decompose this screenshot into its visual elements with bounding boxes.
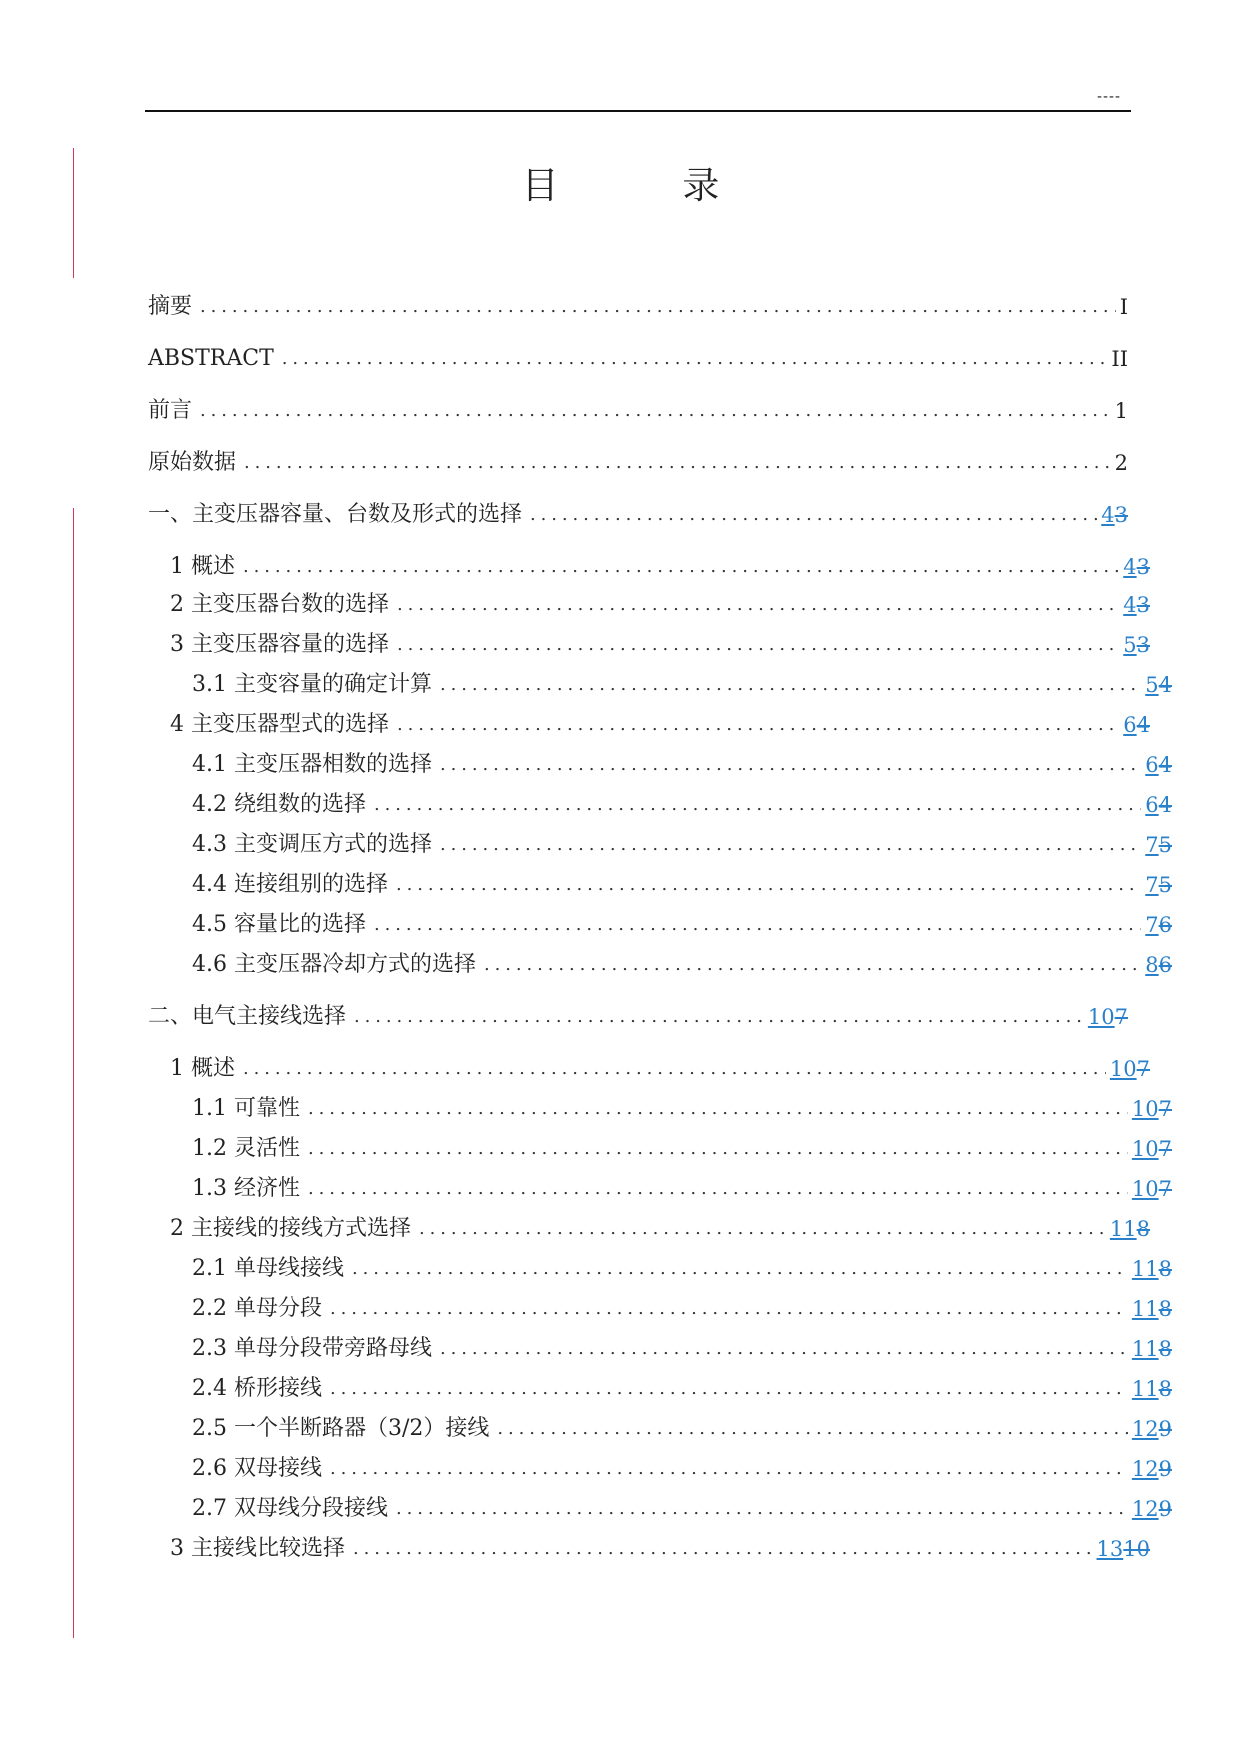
toc-page-number[interactable] bbox=[1128, 1414, 1172, 1444]
toc-entry-label: 4.3 主变调压方式的选择 bbox=[192, 832, 432, 857]
toc-leader-dots bbox=[530, 500, 1097, 530]
toc-page-deleted: 6 bbox=[1158, 953, 1172, 977]
toc-leader-dots bbox=[244, 448, 1111, 478]
toc-page-inserted[interactable]: 5 bbox=[1123, 633, 1137, 657]
toc-entry-label: ABSTRACT bbox=[148, 346, 274, 371]
toc-leader-dots bbox=[397, 630, 1119, 660]
toc-page-number[interactable] bbox=[1141, 830, 1172, 860]
toc-page-deleted: 9 bbox=[1158, 1457, 1172, 1481]
toc-entry[interactable] bbox=[148, 552, 1150, 582]
toc-entry-label: 摘要 bbox=[148, 294, 193, 319]
toc-page-deleted: 6 bbox=[1158, 913, 1172, 937]
toc-entry[interactable] bbox=[148, 590, 1150, 620]
toc-entry-label: 1 概述 bbox=[170, 554, 235, 579]
toc-page-number[interactable]: 1 bbox=[1114, 399, 1128, 423]
toc-entry-label: 2.7 双母线分段接线 bbox=[192, 1496, 388, 1521]
toc-page-deleted: 8 bbox=[1158, 1337, 1172, 1361]
toc-page-inserted[interactable]: 6 bbox=[1145, 753, 1159, 777]
toc-leader-dots bbox=[396, 1494, 1128, 1524]
toc-entry-label: 2.5 一个半断路器（3/2）接线 bbox=[192, 1416, 490, 1441]
toc-page-deleted: 8 bbox=[1158, 1297, 1172, 1321]
toc-leader-dots bbox=[374, 910, 1141, 940]
toc-page-number[interactable] bbox=[1084, 1002, 1128, 1032]
toc-leader-dots bbox=[330, 1454, 1128, 1484]
toc-page-number[interactable] bbox=[1106, 1054, 1150, 1084]
toc-page-inserted[interactable]: 12 bbox=[1131, 1417, 1159, 1441]
toc-page-deleted: 4 bbox=[1158, 793, 1172, 817]
toc-entry[interactable] bbox=[148, 1454, 1172, 1484]
toc-entry-label: 二、电气主接线选择 bbox=[148, 1004, 347, 1029]
toc-entry[interactable] bbox=[148, 1494, 1172, 1524]
toc-entry[interactable] bbox=[148, 1374, 1172, 1404]
toc-entry-label: 一、主变压器容量、台数及形式的选择 bbox=[148, 502, 523, 527]
toc-leader-dots bbox=[440, 750, 1141, 780]
toc-leader-dots bbox=[397, 710, 1119, 740]
toc-page-number[interactable] bbox=[1093, 1534, 1150, 1564]
toc-page-number[interactable] bbox=[1128, 1134, 1172, 1164]
toc-entry[interactable] bbox=[148, 344, 1128, 374]
toc-entry[interactable] bbox=[148, 1174, 1172, 1204]
toc-entry[interactable] bbox=[148, 830, 1172, 860]
toc-leader-dots bbox=[497, 1414, 1128, 1444]
toc-entry-label: 2.1 单母线接线 bbox=[192, 1256, 344, 1281]
toc-leader-dots bbox=[440, 1334, 1128, 1364]
toc-leader-dots bbox=[397, 590, 1119, 620]
toc-leader-dots bbox=[200, 396, 1111, 426]
toc-page-number[interactable] bbox=[1128, 1454, 1172, 1484]
toc-entry[interactable] bbox=[148, 396, 1128, 426]
toc-page-inserted[interactable]: 6 bbox=[1123, 713, 1137, 737]
toc-leader-dots bbox=[352, 1254, 1128, 1284]
toc-entry-label: 2.3 单母分段带旁路母线 bbox=[192, 1336, 432, 1361]
toc-page-inserted[interactable]: 11 bbox=[1131, 1297, 1159, 1321]
toc-page-number[interactable] bbox=[1141, 870, 1172, 900]
toc-entry-label: 2.6 双母接线 bbox=[192, 1456, 322, 1481]
toc-page-inserted[interactable]: 7 bbox=[1145, 833, 1159, 857]
toc-leader-dots bbox=[396, 870, 1141, 900]
toc-page-number[interactable]: II bbox=[1111, 347, 1128, 371]
toc-entry-label: 2 主接线的接线方式选择 bbox=[170, 1216, 411, 1241]
toc-entry[interactable] bbox=[148, 1414, 1172, 1444]
toc-page-inserted[interactable]: 10 bbox=[1131, 1097, 1159, 1121]
toc-page-inserted[interactable]: 12 bbox=[1131, 1497, 1159, 1521]
toc-entry-label: 1.3 经济性 bbox=[192, 1176, 300, 1201]
toc-entry[interactable] bbox=[148, 1294, 1172, 1324]
toc-page-inserted[interactable]: 7 bbox=[1145, 913, 1159, 937]
toc-page-number[interactable]: 2 bbox=[1114, 451, 1128, 475]
toc-page-inserted[interactable]: 5 bbox=[1145, 673, 1159, 697]
toc-page-number[interactable] bbox=[1128, 1494, 1172, 1524]
toc-page-deleted: 8 bbox=[1158, 1257, 1172, 1281]
toc-page-deleted: 7 bbox=[1158, 1137, 1172, 1161]
revision-bar-main bbox=[73, 508, 74, 1638]
toc-page-number[interactable] bbox=[1141, 790, 1172, 820]
toc-page-inserted[interactable]: 10 bbox=[1087, 1005, 1115, 1029]
toc-leader-dots bbox=[308, 1174, 1128, 1204]
header-mark: ---- bbox=[1097, 88, 1121, 105]
toc-entry[interactable] bbox=[148, 1214, 1150, 1244]
toc-entry-label: 4.6 主变压器冷却方式的选择 bbox=[192, 952, 476, 977]
toc-entry-label: 4.5 容量比的选择 bbox=[192, 912, 366, 937]
toc-entry[interactable] bbox=[148, 1334, 1172, 1364]
toc-page-deleted: 7 bbox=[1158, 1097, 1172, 1121]
toc-page-inserted[interactable]: 11 bbox=[1131, 1257, 1159, 1281]
toc-leader-dots bbox=[354, 1002, 1084, 1032]
toc-leader-dots bbox=[330, 1294, 1128, 1324]
toc-page-deleted: 4 bbox=[1136, 713, 1150, 737]
toc-page-inserted[interactable]: 11 bbox=[1131, 1377, 1159, 1401]
toc-entry[interactable] bbox=[148, 910, 1172, 940]
toc-leader-dots bbox=[353, 1534, 1093, 1564]
toc-page-number[interactable] bbox=[1128, 1254, 1172, 1284]
toc-entry[interactable] bbox=[148, 1094, 1172, 1124]
toc-leader-dots bbox=[330, 1374, 1128, 1404]
toc-page-inserted[interactable]: 11 bbox=[1131, 1337, 1159, 1361]
toc-entry-label: 3 主变压器容量的选择 bbox=[170, 632, 389, 657]
toc-page-inserted[interactable]: 8 bbox=[1145, 953, 1159, 977]
toc-page-number[interactable]: I bbox=[1119, 295, 1128, 319]
toc-leader-dots bbox=[282, 344, 1108, 374]
toc-page-inserted[interactable]: 6 bbox=[1145, 793, 1159, 817]
toc-page-number[interactable] bbox=[1128, 1294, 1172, 1324]
toc-page-inserted[interactable]: 10 bbox=[1131, 1177, 1159, 1201]
toc-page-deleted: 3 bbox=[1136, 593, 1150, 617]
page-title: 目 录 bbox=[521, 164, 776, 207]
header-rule bbox=[145, 110, 1131, 112]
toc-entry[interactable] bbox=[148, 710, 1150, 740]
toc-entry[interactable] bbox=[148, 630, 1150, 660]
toc-page-number[interactable] bbox=[1097, 500, 1128, 530]
toc-page-number[interactable] bbox=[1119, 630, 1150, 660]
toc-page-inserted[interactable]: 10 bbox=[1131, 1137, 1159, 1161]
toc-entry[interactable] bbox=[148, 500, 1128, 530]
toc-page-deleted: 3 bbox=[1114, 503, 1128, 527]
toc-entry[interactable] bbox=[148, 1002, 1128, 1032]
toc-leader-dots bbox=[308, 1094, 1128, 1124]
toc-entry[interactable] bbox=[148, 1054, 1150, 1084]
toc-page-deleted: 9 bbox=[1158, 1417, 1172, 1441]
toc-leader-dots bbox=[243, 1054, 1106, 1084]
toc-entry[interactable] bbox=[148, 292, 1128, 322]
toc-page-inserted[interactable]: 12 bbox=[1131, 1457, 1159, 1481]
toc-entry[interactable] bbox=[148, 750, 1172, 780]
toc-entry-label: 2.4 桥形接线 bbox=[192, 1376, 322, 1401]
toc-page-number[interactable] bbox=[1119, 710, 1150, 740]
toc-page-number[interactable] bbox=[1141, 910, 1172, 940]
toc-page-number[interactable] bbox=[1106, 1214, 1150, 1244]
toc-entry-label: 原始数据 bbox=[148, 450, 237, 475]
toc-leader-dots bbox=[484, 950, 1141, 980]
toc-page-inserted[interactable]: 11 bbox=[1109, 1217, 1137, 1241]
toc-page-number[interactable] bbox=[1128, 1094, 1172, 1124]
toc-page-number[interactable] bbox=[1141, 670, 1172, 700]
toc-page-deleted: 7 bbox=[1136, 1057, 1150, 1081]
toc-entry-label: 3 主接线比较选择 bbox=[170, 1536, 345, 1561]
toc-entry-label: 4 主变压器型式的选择 bbox=[170, 712, 389, 737]
toc-page-deleted: 8 bbox=[1136, 1217, 1150, 1241]
toc-entry[interactable] bbox=[148, 870, 1172, 900]
toc-entry-label: 2.2 单母分段 bbox=[192, 1296, 322, 1321]
toc-entry[interactable] bbox=[148, 1134, 1172, 1164]
toc-entry-label: 4.1 主变压器相数的选择 bbox=[192, 752, 432, 777]
toc-page-number[interactable] bbox=[1141, 750, 1172, 780]
toc-page-inserted[interactable]: 4 bbox=[1123, 593, 1137, 617]
toc-leader-dots bbox=[440, 670, 1141, 700]
toc-entry[interactable] bbox=[148, 950, 1172, 980]
toc-entry[interactable] bbox=[148, 670, 1172, 700]
toc-page-deleted: 5 bbox=[1158, 833, 1172, 857]
toc-entry-label: 1.2 灵活性 bbox=[192, 1136, 300, 1161]
toc-entry-label: 前言 bbox=[148, 398, 193, 423]
toc-entry[interactable] bbox=[148, 1534, 1150, 1564]
toc-page-deleted: 4 bbox=[1158, 753, 1172, 777]
toc-entry-label: 3.1 主变容量的确定计算 bbox=[192, 672, 432, 697]
toc-page-inserted[interactable]: 10 bbox=[1109, 1057, 1137, 1081]
toc-page-deleted: 4 bbox=[1158, 673, 1172, 697]
toc-page-inserted[interactable]: 7 bbox=[1145, 873, 1159, 897]
toc-entry-label: 1 概述 bbox=[170, 1056, 235, 1081]
toc-page-deleted: 10 bbox=[1123, 1537, 1150, 1561]
toc-leader-dots bbox=[243, 552, 1119, 582]
toc-leader-dots bbox=[440, 830, 1141, 860]
toc-page-number[interactable] bbox=[1119, 552, 1150, 582]
toc-page-deleted: 3 bbox=[1136, 555, 1150, 579]
toc-page-number[interactable] bbox=[1128, 1374, 1172, 1404]
toc-page-deleted: 7 bbox=[1158, 1177, 1172, 1201]
toc-page-number[interactable] bbox=[1128, 1174, 1172, 1204]
toc-entry[interactable] bbox=[148, 448, 1128, 478]
toc-page-deleted: 3 bbox=[1136, 633, 1150, 657]
toc-leader-dots bbox=[308, 1134, 1128, 1164]
toc-page-inserted[interactable]: 4 bbox=[1123, 555, 1137, 579]
toc-entry-label: 4.4 连接组别的选择 bbox=[192, 872, 388, 897]
toc-entry[interactable] bbox=[148, 790, 1172, 820]
toc-leader-dots bbox=[374, 790, 1141, 820]
toc-leader-dots bbox=[200, 292, 1116, 322]
toc-page-number[interactable] bbox=[1141, 950, 1172, 980]
toc-entry[interactable] bbox=[148, 1254, 1172, 1284]
toc-page-inserted[interactable]: 4 bbox=[1101, 503, 1115, 527]
toc-entry-label: 2 主变压器台数的选择 bbox=[170, 592, 389, 617]
toc-page-number[interactable] bbox=[1128, 1334, 1172, 1364]
toc-entry-label: 4.2 绕组数的选择 bbox=[192, 792, 366, 817]
toc-page-number[interactable] bbox=[1119, 590, 1150, 620]
toc-page-deleted: 5 bbox=[1158, 873, 1172, 897]
toc-page-inserted[interactable]: 13 bbox=[1096, 1537, 1124, 1561]
toc-page-deleted: 9 bbox=[1158, 1497, 1172, 1521]
toc-page-deleted: 7 bbox=[1114, 1005, 1128, 1029]
toc-leader-dots bbox=[419, 1214, 1106, 1244]
toc-page-deleted: 8 bbox=[1158, 1377, 1172, 1401]
toc-entry-label: 1.1 可靠性 bbox=[192, 1096, 300, 1121]
